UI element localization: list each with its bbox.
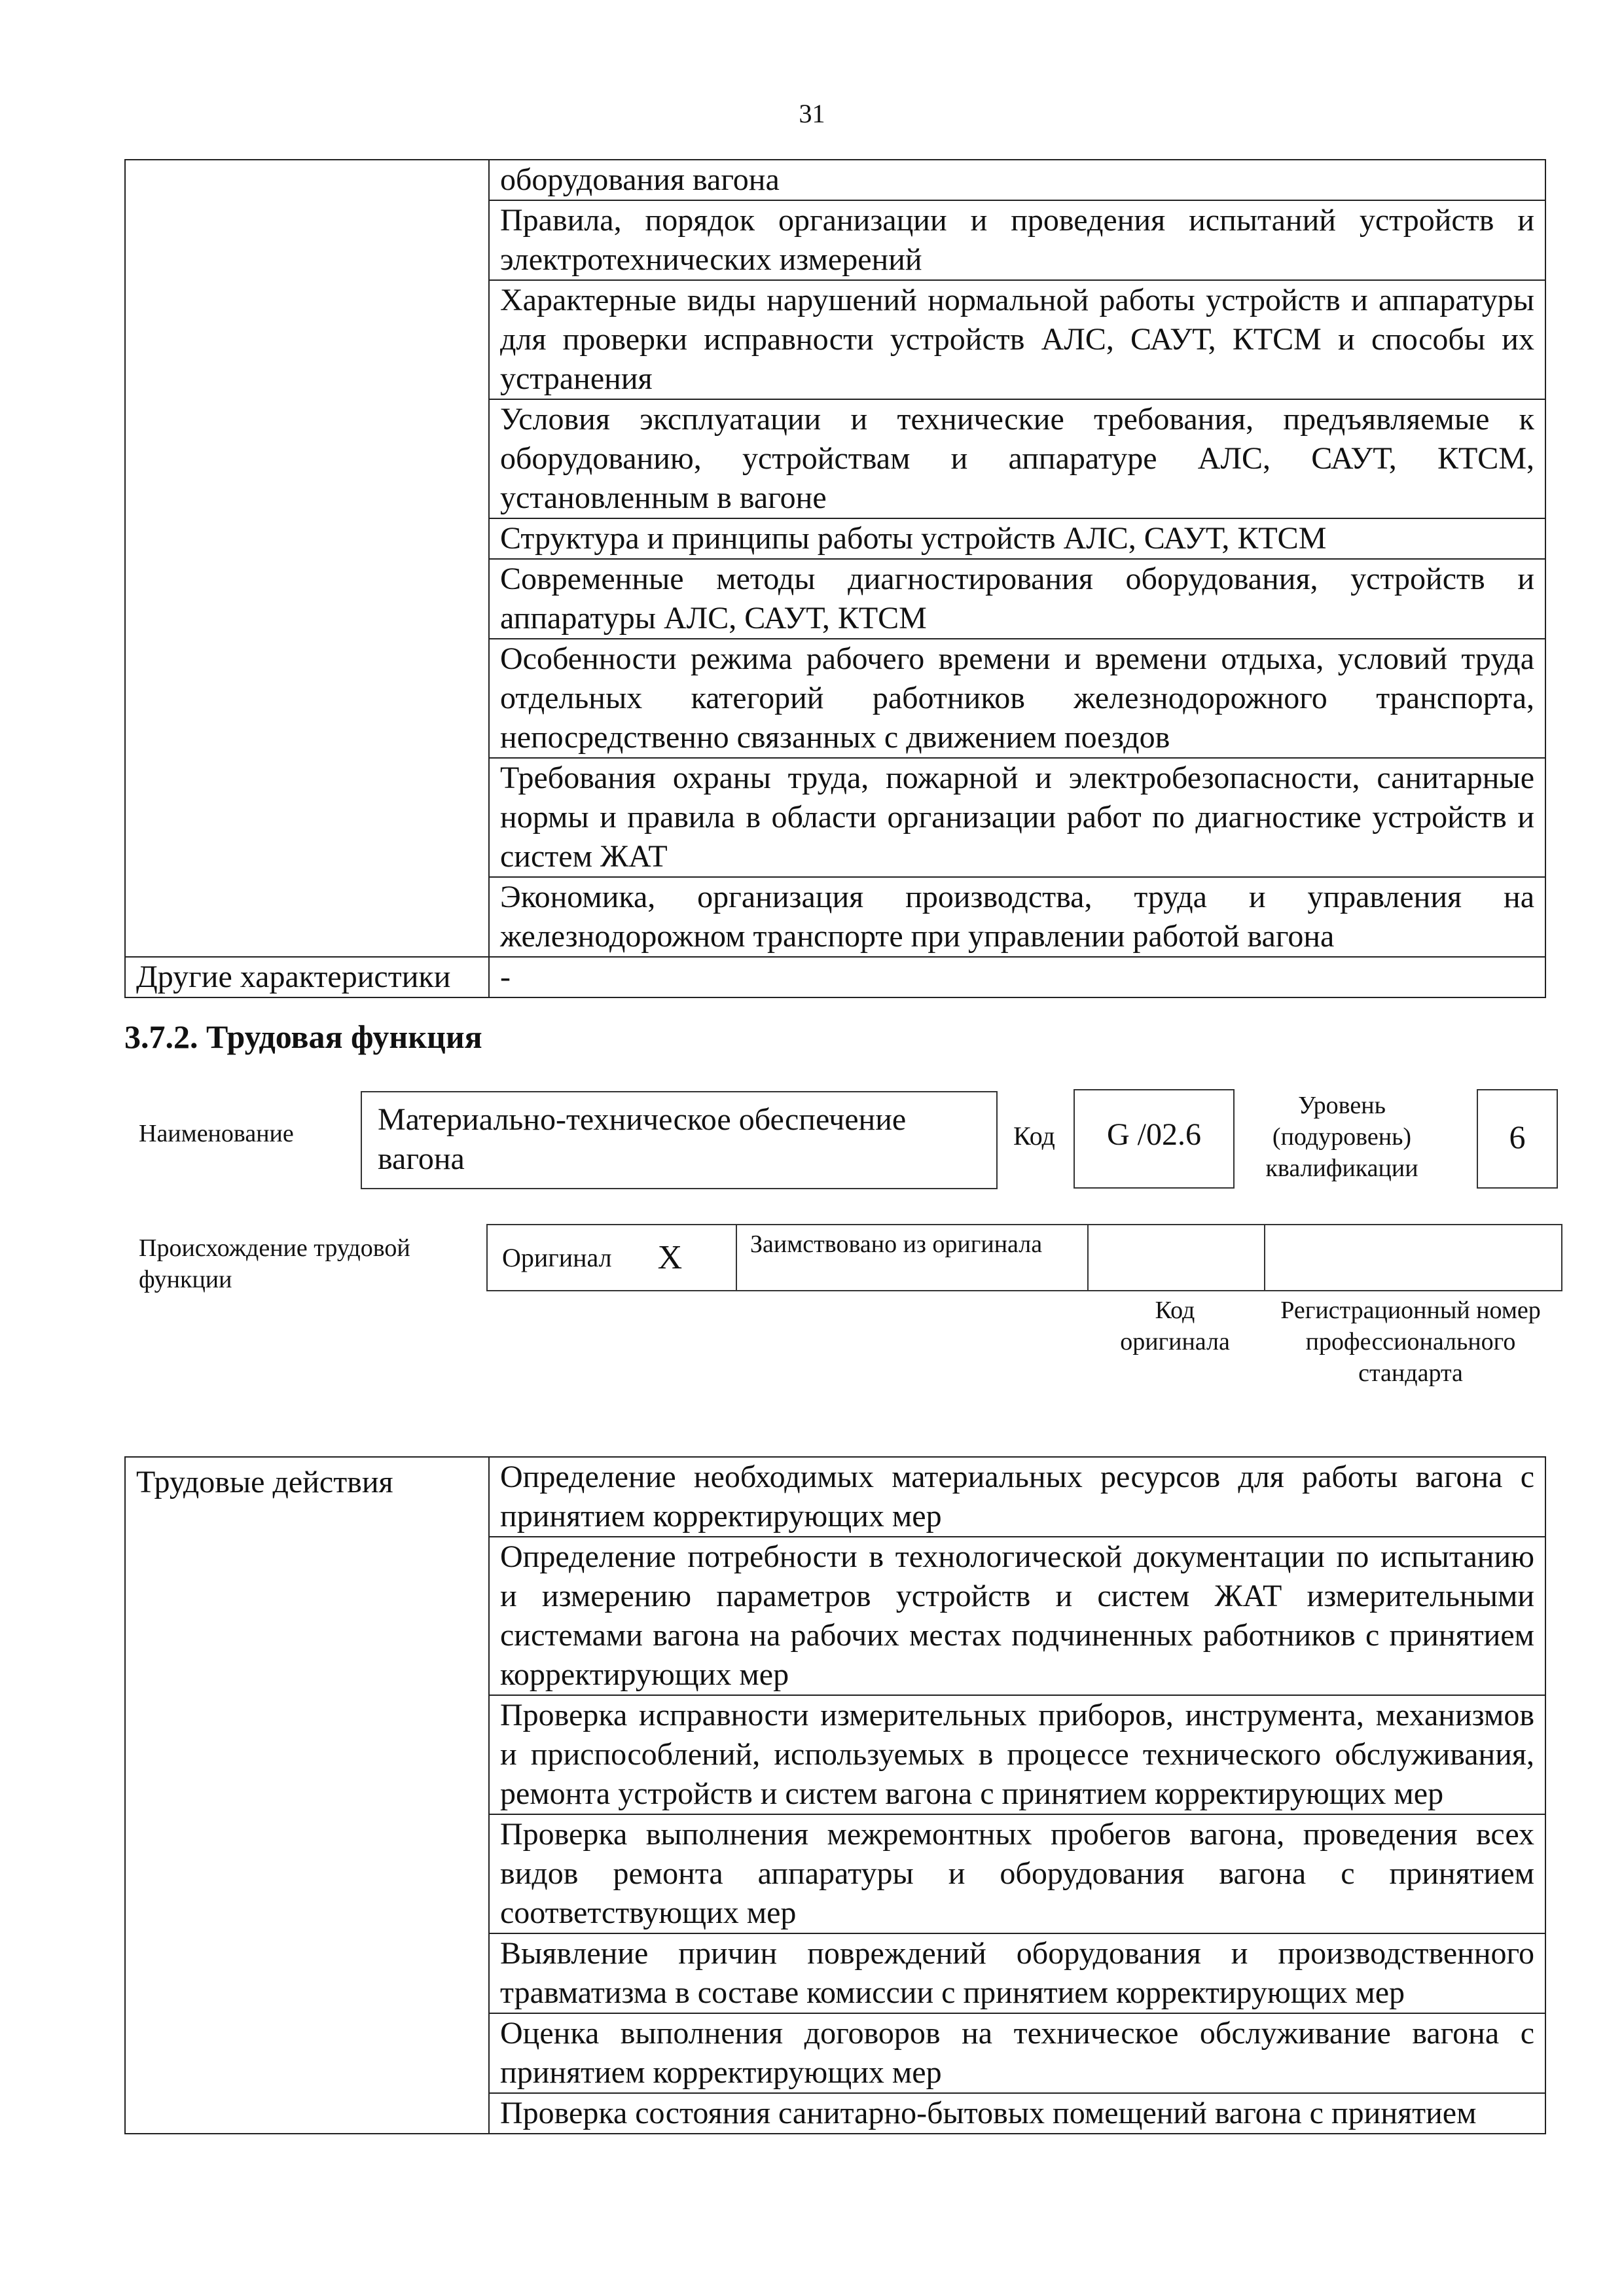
table-cell: Особенности режима рабочего времени и времени отдыха, условий труда отдельных категорий работников железнодорожного транспорта, непосредственно связанных с движением поездов [489,639,1545,758]
table-cell: Правила, порядок организации и проведения испытаний устройств и электротехнических измерений [489,200,1545,280]
knowledge-table [124,159,1546,998]
original-code-cell [1089,1225,1265,1290]
other-characteristics-value: - [489,957,1545,997]
original-label: Оригинал [502,1243,612,1272]
level-label: Уровень (подуровень) квалификации [1265,1092,1418,1182]
empty-left-cell [125,160,489,957]
table-cell: Современные методы диагностирования оборудования, устройств и аппаратуры АЛС, САУТ, КТСМ [489,559,1545,639]
table-cell: оборудования вагона [489,160,1545,200]
page-number: 31 [799,99,825,128]
origin-label: Происхождение трудовой функции [139,1234,410,1293]
table-cell: Характерные виды нарушений нормальной работы устройств и аппаратуры для проверки исправности устройств АЛС, САУТ, КТСМ и способы их устранения [489,280,1545,399]
code-label: Код [1013,1121,1055,1151]
level-value-box [1477,1089,1558,1189]
labor-actions-table [124,1456,1546,2134]
name-value-box [361,1091,998,1189]
original-cell [488,1225,737,1290]
table-cell: Требования охраны труда, пожарной и электробезопасности, санитарные нормы и правила в области организации работ по диагностике устройств и систем ЖАТ [489,758,1545,877]
borrowed-label: Заимствовано из оригинала [750,1230,1043,1258]
table-cell: Выявление причин повреждений оборудования и производственного травматизма в составе комиссии с принятием корректирующих мер [489,1933,1545,2013]
table-cell: Проверка исправности измерительных приборов, инструмента, механизмов и приспособлений, используемых в процессе технического обслуживания, ремонта устройств и систем вагона с принятием корректирующих мер [489,1695,1545,1814]
table-cell: Проверка состояния санитарно-бытовых помещений вагона с принятием [489,2093,1545,2134]
table-row [125,1457,1545,1537]
borrowed-cell [737,1225,1089,1290]
section-heading: 3.7.2. Трудовая функция [124,1018,482,1055]
table-row [125,957,1545,997]
other-characteristics-label: Другие характеристики [125,957,489,997]
table-cell: Проверка выполнения межремонтных пробегов вагона, проведения всех видов ремонта аппаратуры и оборудования вагона с принятием соответствующих мер [489,1814,1545,1933]
reg-number-cell [1265,1225,1561,1290]
level-value: 6 [1509,1119,1526,1155]
code-original-caption: Код оригинала [1120,1297,1230,1355]
code-value-box [1074,1089,1235,1189]
table-cell: Определение необходимых материальных ресурсов для работы вагона с принятием корректирующих мер [489,1457,1545,1537]
original-mark: X [657,1239,683,1276]
table-cell: Экономика, организация производства, труда и управления на железнодорожном транспорте при управлении работой вагона [489,877,1545,957]
table-cell: Условия эксплуатации и технические требования, предъявляемые к оборудованию, устройствам и аппаратуре АЛС, САУТ, КТСМ, установленным в вагоне [489,399,1545,518]
table-row [125,160,1545,200]
table-cell: Оценка выполнения договоров на техническое обслуживание вагона с принятием корректирующих мер [489,2013,1545,2093]
table-cell: Структура и принципы работы устройств АЛС, САУТ, КТСМ [489,518,1545,559]
name-value: Материально-техническое обеспечение вагона [378,1102,907,1176]
code-value: G /02.6 [1107,1117,1201,1152]
table-cell: Определение потребности в технологической документации по испытанию и измерению параметров устройств и систем ЖАТ измерительными системами вагона на рабочих местах подчиненных работников с принятием корректирующих мер [489,1537,1545,1695]
labor-actions-label: Трудовые действия [125,1457,489,2134]
origin-row [486,1224,1562,1291]
reg-number-caption: Регистрационный номер профессионального стандарта [1280,1297,1541,1387]
name-label: Наименование [139,1120,294,1147]
